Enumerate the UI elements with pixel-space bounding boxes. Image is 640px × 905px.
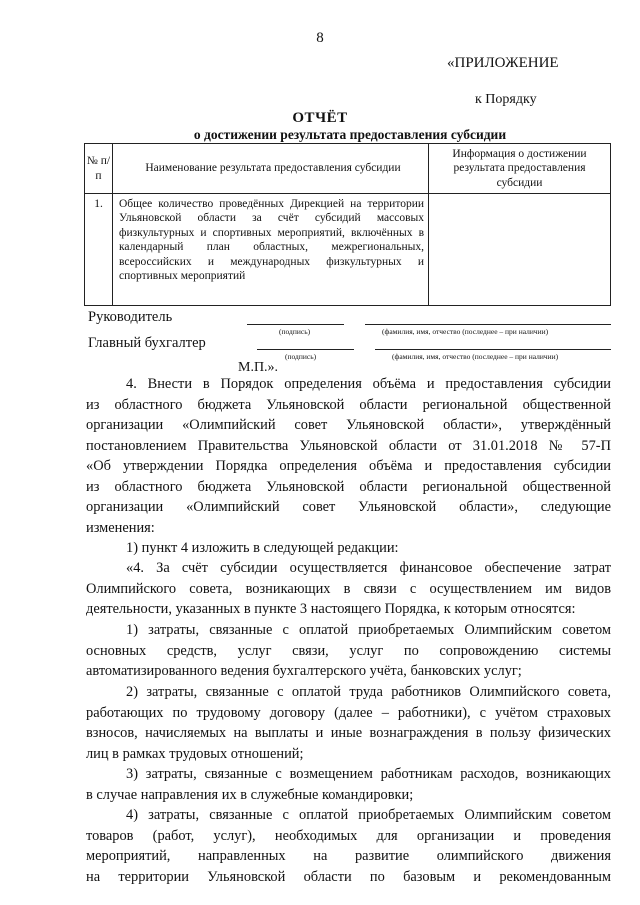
report-title: ОТЧЁТ [292, 110, 348, 126]
name-caption-director: (фамилия, имя, отчество (последнее – при наличии) [382, 327, 549, 336]
signature-role-director: Руководитель [88, 309, 173, 325]
row-number: 1. [85, 194, 113, 306]
paragraph-line: из областного бюджета Ульяновской области региональной общественной [86, 396, 611, 413]
paragraph-line: основных средств, услуг связи, услуг по сопровождению системы [86, 642, 611, 659]
paragraph-line: из областного бюджета Ульяновской области региональной общественной [86, 478, 611, 495]
paragraph-line: 4. Внести в Порядок определения объёма и предоставления субсидии [126, 376, 611, 392]
paragraph-line: Олимпийского совета, возникающих в связи с осуществлением им видов [86, 580, 611, 597]
appendix-reference: к Порядку [475, 92, 537, 107]
paragraph-line: «Об утверждении Порядка определения объёма и предоставления субсидии [86, 458, 611, 474]
paragraph-line: лиц в рамках трудовых отношений; [86, 745, 304, 762]
subitem-4 [86, 805, 611, 887]
paragraph-line: организации «Олимпийский совет Ульяновской области», следующие [86, 499, 611, 515]
name-line-director [365, 324, 611, 325]
paragraph-line: организации «Олимпийский совет Ульяновской области», утверждённый [86, 417, 611, 433]
paragraph-line: 1) пункт 4 изложить в следующей редакции: [126, 540, 399, 556]
paragraph-line: деятельности, указанных в пункте 3 настоящего Порядка, к которым относятся: [86, 601, 576, 617]
paragraph-line: 2) затраты, связанные с оплатой труда работников Олимпийского совета, [126, 684, 611, 700]
paragraph-line: товаров (работ, услуг), необходимых для организации и проведения [86, 827, 611, 844]
paragraph-line: 4) затраты, связанные с оплатой приобретаемых Олимпийским советом [126, 807, 611, 823]
header-result-name: Наименование результата предоставления субсидии [113, 144, 429, 194]
paragraph-line: взносов, начисляемых на выплаты и иные вознаграждения в пользу физических [86, 725, 611, 741]
paragraph-line: «4. За счёт субсидии осуществляется финансовое обеспечение затрат [126, 560, 611, 576]
table-header-row [85, 144, 611, 194]
signature-caption-director: (подпись) [279, 327, 311, 336]
paragraph-line: работающих по трудовому договору (далее – работники), с учётом страховых [86, 704, 611, 721]
stamp-place: М.П.». [238, 360, 279, 375]
item-1 [86, 538, 611, 559]
table-row [85, 194, 611, 306]
signature-role-accountant: Главный бухгалтер [88, 335, 206, 351]
paragraph-line: 3) затраты, связанные с возмещением работникам расходов, возникающих [126, 766, 611, 782]
paragraph-line: мероприятий, направленных на развитие олимпийского движения [86, 848, 611, 864]
subitem-2 [86, 682, 611, 764]
paragraph-line: в случае направления их в служебные командировки; [86, 786, 414, 803]
paragraph-line: 1) затраты, связанные с оплатой приобретаемых Олимпийским советом [126, 622, 611, 638]
report-table [84, 143, 611, 306]
name-line-accountant [375, 349, 611, 350]
appendix-title: «ПРИЛОЖЕНИЕ [447, 55, 559, 71]
header-result-info: Информация о достижении результата предоставления субсидии [429, 144, 611, 194]
row-result-info [429, 194, 611, 306]
paragraph-line: постановлением Правительства Ульяновской области от 31.01.2018 № 57-П [86, 437, 611, 454]
subitem-3 [86, 764, 611, 805]
report-subtitle: о достижении результата предоставления субсидии [193, 127, 507, 142]
name-caption-accountant: (фамилия, имя, отчество (последнее – при наличии) [392, 352, 559, 361]
signature-line-accountant [257, 349, 354, 350]
row-result-name: Общее количество проведённых Дирекцией на территории Ульяновской области за счёт субсидий массовых физкультурных и спортивных мероприятий, включённых в календарный план областных, межрегиональных, всероссийских и международных физкультурных и спортивных мероприятий [113, 194, 429, 306]
paragraph-line: автоматизированного ведения бухгалтерского учёта, банковских услуг; [86, 663, 522, 679]
paragraph-line: изменения: [86, 519, 155, 536]
header-number: № п/п [85, 144, 113, 194]
quoted-point-4 [86, 558, 611, 620]
paragraph-line: на территории Ульяновской области по базовым и рекомендованным [86, 868, 611, 885]
subitem-1 [86, 620, 611, 682]
signature-caption-accountant: (подпись) [285, 352, 317, 361]
page-number: 8 [316, 30, 324, 46]
signature-line-director [247, 324, 344, 325]
paragraph-4 [86, 374, 611, 538]
